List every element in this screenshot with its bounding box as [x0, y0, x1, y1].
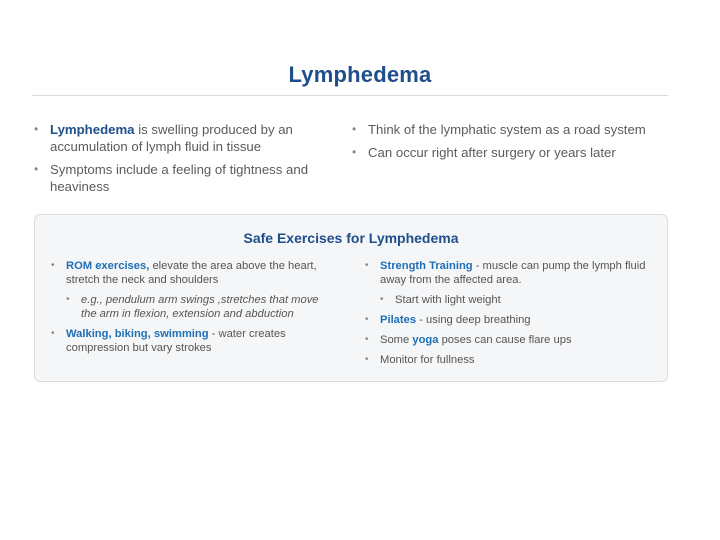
bullet-bold-term: ROM exercises,: [66, 260, 150, 272]
bullet-bold-term: Walking, biking, swimming: [66, 328, 209, 340]
bullet-text: elevate the area above the heart, stretch the neck and shoulders: [66, 260, 317, 286]
bullet-pilates: [365, 313, 655, 327]
bullet-onset: [352, 144, 672, 161]
bullet-text: poses can cause flare ups: [438, 334, 572, 346]
box-right-column: [365, 259, 655, 373]
sub-bullet-rom-example: [51, 293, 331, 321]
bullet-icon: •: [34, 122, 39, 136]
bullet-bold-term: Pilates: [380, 314, 417, 326]
bullet-text: Symptoms include a feeling of tightness and heaviness: [50, 162, 309, 194]
bullet-icon: •: [51, 328, 55, 339]
bullet-bold-term: Strength Training: [380, 260, 473, 272]
bullet-bold-term: Lymphedema: [50, 122, 135, 137]
bullet-symptoms: [34, 161, 324, 195]
bullet-icon: •: [365, 260, 369, 271]
bullet-road-system: [352, 121, 672, 138]
sub-bullet-strength: [365, 293, 655, 307]
bullet-rom: [51, 259, 331, 287]
top-right-column: [352, 121, 672, 167]
bullet-walking: [51, 327, 331, 355]
box-left-column: [51, 259, 331, 361]
bullet-bold-term: yoga: [412, 334, 439, 346]
top-left-column: [34, 121, 324, 201]
bullet-icon: •: [352, 122, 357, 136]
bullet-text: Think of the lymphatic system as a road system: [368, 122, 646, 137]
bullet-monitor: [365, 353, 655, 367]
bullet-icon: •: [365, 314, 369, 325]
bullet-text: - using deep breathing: [416, 314, 531, 326]
bullet-icon: •: [365, 354, 369, 365]
bullet-icon: •: [365, 334, 369, 345]
bullet-icon: •: [66, 294, 70, 305]
bullet-text: Some: [380, 334, 413, 346]
sub-bullet-text: e.g., pendulum arm swings ,stretches that move the arm in flexion, extension and abduction: [81, 294, 319, 320]
bullet-yoga: [365, 333, 655, 347]
bullet-icon: •: [380, 294, 384, 305]
bullet-text: - water creates compression but vary strokes: [66, 328, 286, 354]
title-divider: [32, 95, 668, 96]
safe-exercises-box: [34, 214, 668, 382]
bullet-icon: •: [51, 260, 55, 271]
bullet-text: is swelling produced by an accumulation of lymph fluid in tissue: [50, 122, 293, 154]
bullet-icon: •: [34, 162, 39, 176]
sub-bullet-text: Start with light weight: [395, 294, 501, 306]
bullet-text: - muscle can pump the lymph fluid away from the affected area.: [380, 260, 646, 286]
bullet-icon: •: [352, 145, 357, 159]
bullet-text: Can occur right after surgery or years later: [368, 145, 616, 160]
bullet-definition: [34, 121, 324, 155]
box-title: Safe Exercises for Lymphedema: [243, 230, 459, 246]
page-title: Lymphedema: [288, 62, 432, 87]
bullet-text: Monitor for fullness: [380, 354, 475, 366]
bullet-strength: [365, 259, 655, 287]
